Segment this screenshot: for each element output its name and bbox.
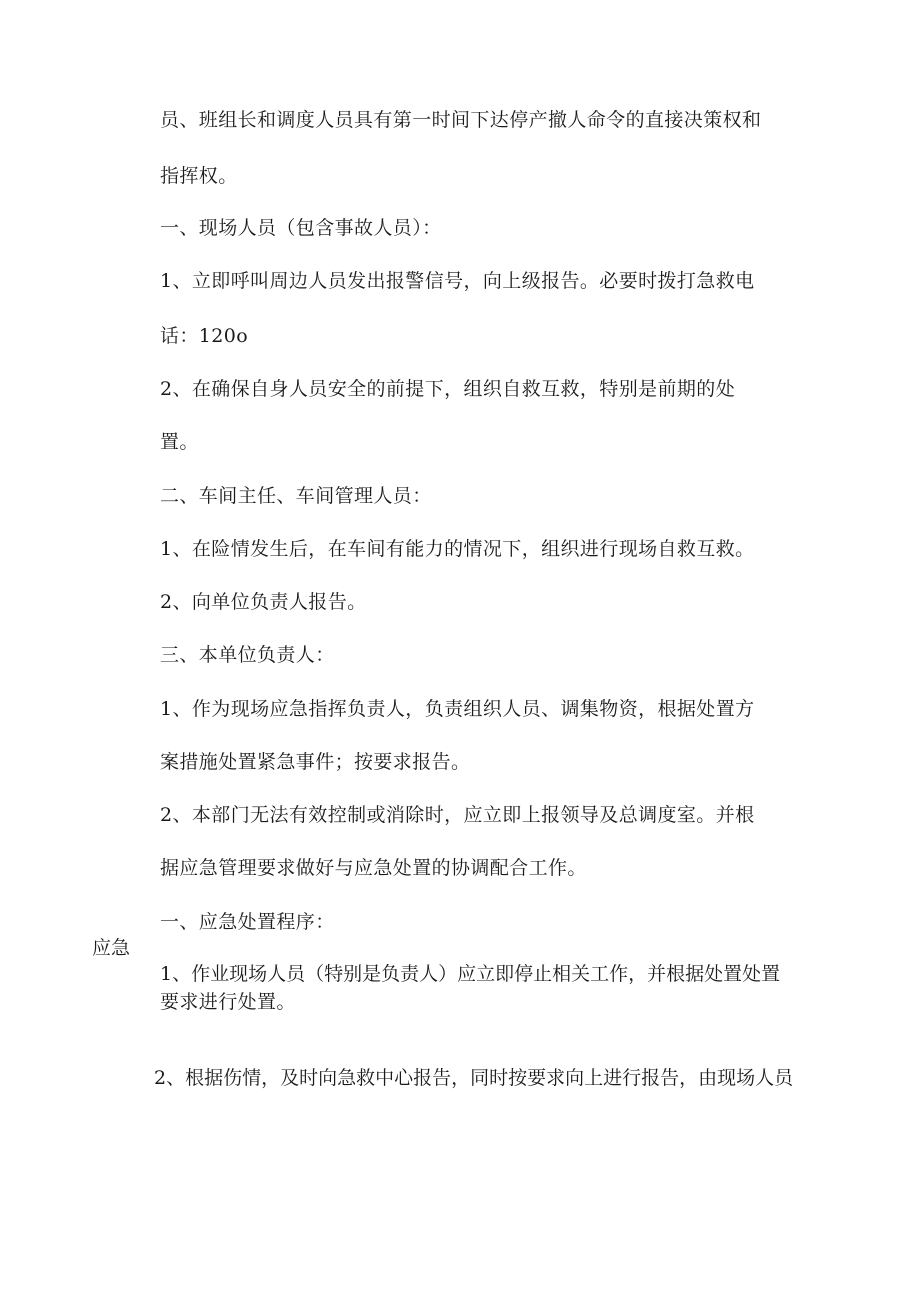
text-line: 置。	[160, 431, 199, 453]
text-line: 1、立即呼叫周边人员发出报警信号，向上级报告。必要时拨打急救电	[160, 270, 755, 292]
text-line: 2、本部门无法有效控制或消除时，应立即上报领导及总调度室。并根	[160, 804, 755, 826]
text-line: 2、向单位负责人报告。	[160, 591, 367, 613]
procedure-item-2: 2、根据伤情，及时向急救中心报告，同时按要求向上进行报告，由现场人员	[154, 1067, 794, 1089]
text-line: 据应急管理要求做好与应急处置的协调配合工作。	[160, 857, 587, 879]
text-line: 指挥权。	[160, 165, 238, 187]
section-heading: 一、现场人员（包含事故人员）：	[160, 217, 442, 239]
section-heading: 三、本单位负责人：	[160, 644, 335, 666]
side-label: 应急	[92, 937, 131, 959]
text-line: 案措施处置紧急事件；按要求报告。	[160, 751, 471, 773]
section-heading: 二、车间主任、车间管理人员：	[160, 485, 432, 507]
procedure-item-1-cont: 要求进行处置。	[160, 991, 296, 1013]
text-line: 1、作为现场应急指挥负责人，负责组织人员、调集物资，根据处置方	[160, 698, 755, 720]
procedure-heading: 一、应急处置程序：	[160, 911, 335, 933]
text-line: 2、在确保自身人员安全的前提下，组织自救互救，特别是前期的处	[160, 378, 736, 400]
procedure-item-1: 1、作业现场人员（特别是负责人）应立即停止相关工作，并根据处置处置	[160, 963, 781, 985]
text-line: 1、在险情发生后，在车间有能力的情况下，组织进行现场自救互救。	[160, 538, 755, 560]
text-line: 员、班组长和调度人员具有第一时间下达停产撤人命令的直接决策权和	[160, 109, 762, 131]
text-line: 话：120o	[160, 325, 249, 347]
